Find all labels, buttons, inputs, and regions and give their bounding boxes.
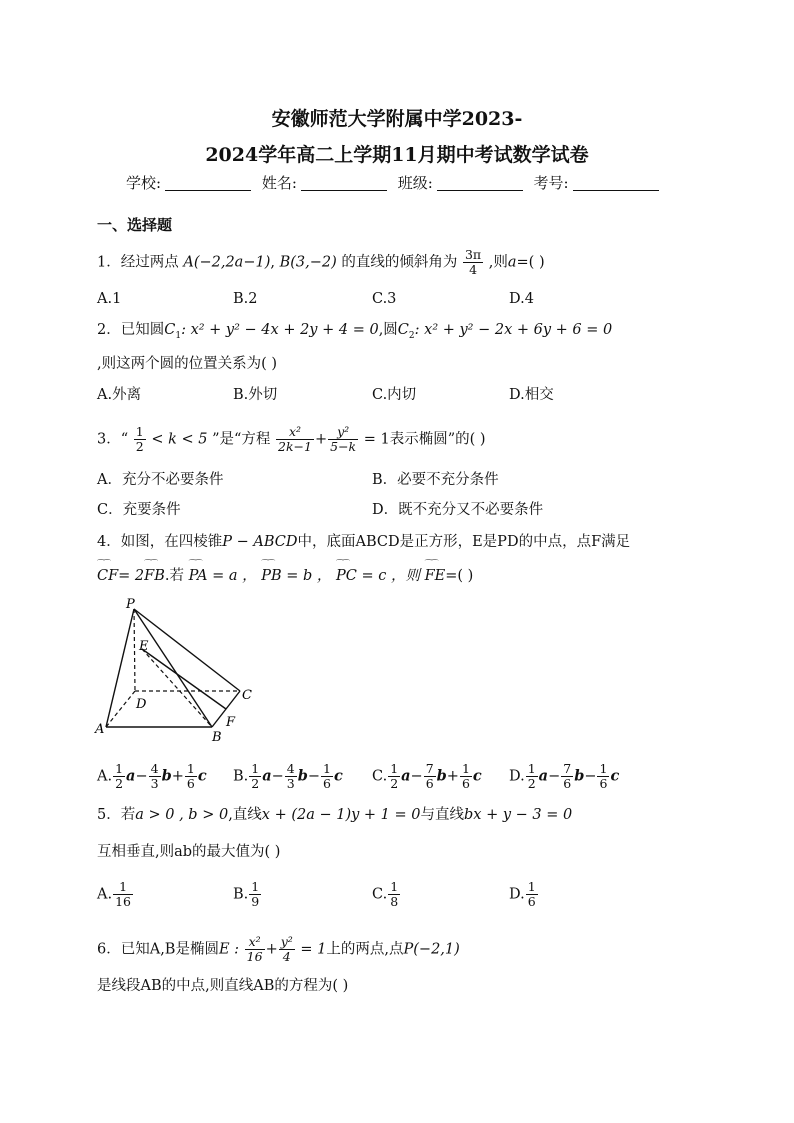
name-label: 姓名: [261,174,297,192]
school-blank[interactable] [165,175,251,191]
question-6: 6．已知A,B是椭圆E : $\frac{\text{x²}}{16}$ + $\frac{\text{y²}}{4}$ = 1上的两点,点P(−2,1) [97,934,460,964]
q3-option-d[interactable]: D．既不充分又不必要条件 [372,502,544,518]
q3-option-b[interactable]: B．必要不充分条件 [372,472,499,488]
question-3: 3．“ $\frac{1}{2}$ < k < 5 ”是“方程 $\frac{\text{x²}}{2k-1}$ + $\frac{\text{y²}}{5-k}$ = 1表示椭圆”的( ) [97,424,486,454]
title-line-1: 安徽师范大学附属中学2023- [271,108,523,130]
class-blank[interactable] [437,175,523,191]
question-6-line-2: 是线段AB的中点,则直线AB的方程为( ) [97,978,349,994]
q1-option-c[interactable]: C.3 [372,291,397,307]
q4-option-d[interactable]: D. $\frac{1}{2}$ a− $\frac{7}{6}$ b− $\frac{1}{6}$ c [509,761,620,791]
label-C: C [242,688,252,703]
question-4-line-2: ⌒⌒ CF= 2⌒⌒ FB.若 ⌒⌒ PA = a ， ⌒⌒ PB = b ， ⌒⌒ PC = c ，则 ⌒⌒ FE=( ) [97,566,473,586]
q5-option-b[interactable]: B. $\frac{1}{9}$ [233,879,260,909]
student-info-row [126,172,665,193]
class-label: 班级: [397,174,433,192]
q3-option-c[interactable]: C．充要条件 [97,502,181,518]
q4-option-a[interactable]: A. $\frac{1}{2}$ a− $\frac{4}{3}$ b+ $\frac{1}{6}$ c [97,761,207,791]
label-B: B [212,730,222,745]
question-1: 1．经过两点 A(−2,2a−1), B(3,−2) 的直线的倾斜角为 $\frac{3\pi}{4}$ ,则a=( ) [97,247,545,277]
exam-no-blank[interactable] [573,175,659,191]
question-5: 5．若a > 0 , b > 0,直线x + (2a − 1)y + 1 = 0与直线bx + y − 3 = 0 [97,807,573,823]
pyramid-figure [90,595,270,745]
q4-option-c[interactable]: C. $\frac{1}{2}$ a− $\frac{7}{6}$ b+ $\frac{1}{6}$ c [372,761,482,791]
label-P: P [126,597,135,612]
school-label: 学校: [126,174,162,192]
q2-option-d[interactable]: D.相交 [509,387,554,403]
q3-option-a[interactable]: A．充分不必要条件 [97,472,224,488]
q1-option-a[interactable]: A.1 [97,291,122,307]
name-blank[interactable] [301,175,387,191]
label-A: A [95,722,105,737]
q2-option-c[interactable]: C.内切 [372,387,417,403]
q5-option-d[interactable]: D. $\frac{1}{6}$ [509,879,536,909]
title-line-2: 2024学年高二上学期11月期中考试数学试卷 [205,144,589,166]
fraction-3pi-over-4: $\frac{3\pi}{4}$ [464,247,482,277]
label-E: E [139,639,149,654]
q1-option-b[interactable]: B.2 [233,291,258,307]
q4-option-b[interactable]: B. $\frac{1}{2}$ a− $\frac{4}{3}$ b− $\frac{1}{6}$ c [233,761,343,791]
q2-option-b[interactable]: B.外切 [233,387,278,403]
q2-option-a[interactable]: A.外离 [97,387,142,403]
question-2: 2．已知圆$C_1$: x² + y² − 4x + 2y + 4 = 0,圆$C_2$: x² + y² − 2x + 6y + 6 = 0 [97,322,613,341]
exam-no-label: 考号: [533,174,569,192]
q5-option-c[interactable]: C. $\frac{1}{8}$ [372,879,399,909]
question-2-line-2: ,则这两个圆的位置关系为( ) [97,356,278,372]
q5-option-a[interactable]: A. $\frac{1}{16}$ [97,879,131,909]
label-F: F [226,715,236,730]
q1-option-d[interactable]: D.4 [509,291,534,307]
question-4: 4．如图，在四棱锥P − ABCD中，底面ABCD是正方形，E是PD的中点，点F满足 [97,534,631,550]
label-D: D [136,697,147,712]
question-5-line-2: 互相垂直,则ab的最大值为( ) [97,844,281,860]
section-heading-choice: 一、选择题 [97,216,173,234]
